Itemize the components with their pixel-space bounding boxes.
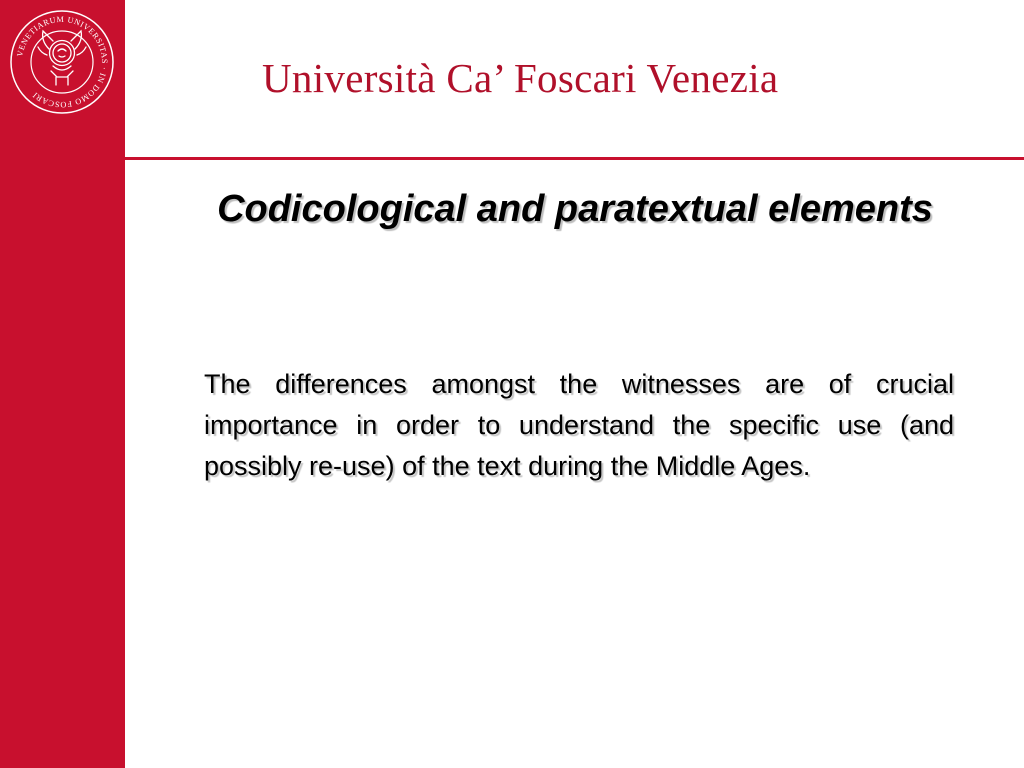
university-seal-lion-icon — [9, 9, 115, 115]
slide-title: Codicological and paratextual elements — [217, 188, 933, 230]
side-band — [0, 0, 125, 768]
institution-name: Università Ca’ Foscari Venezia — [262, 55, 779, 101]
seal-motto: VENETIARUM UNIVERSITAS · IN DOMO FOSCARI — [15, 14, 110, 110]
slide-body-text: The differences amongst the witnesses are of crucial importance in order to understand the specific use (and possibly re-use) of the text during the Middle Ages. — [204, 369, 954, 481]
header-divider — [125, 157, 1024, 160]
